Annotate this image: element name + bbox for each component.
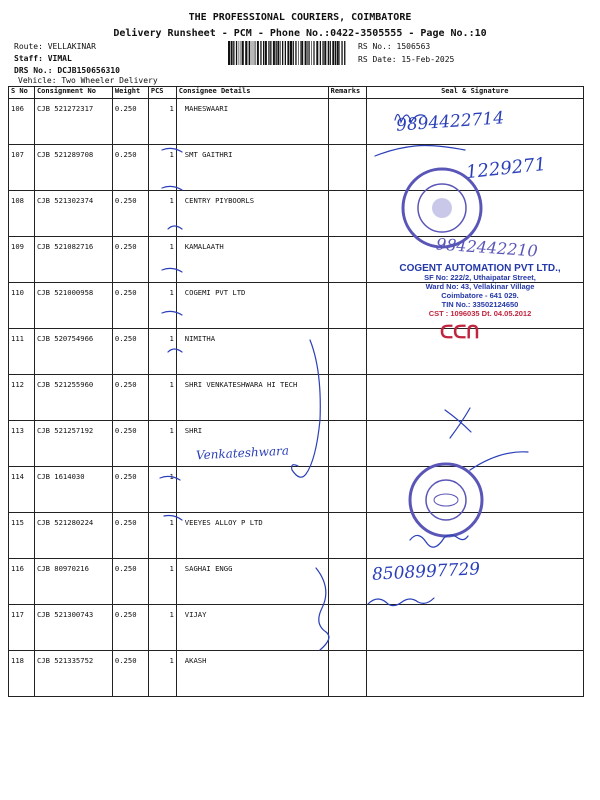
col-pcs: PCS <box>148 87 176 99</box>
stamp-line: TIN No.: 33502124650 <box>441 300 519 309</box>
row-pcs: 1 <box>148 375 176 421</box>
row-pcs: 1 <box>148 237 176 283</box>
stamp-cst: CST : 1096035 Dt. 04.05.2012 <box>428 309 532 318</box>
row-sno: 106 <box>9 99 35 145</box>
stamp-line: Coimbatore - 641 029. <box>441 291 519 300</box>
row-consignment: CJB 80970216 <box>34 559 112 605</box>
row-pcs: 1 <box>148 99 176 145</box>
row-weight: 0.250 <box>112 329 148 375</box>
row-consignment: CJB 521272317 <box>34 99 112 145</box>
row-sno: 110 <box>9 283 35 329</box>
route-label: Route: VELLAKINAR <box>14 42 96 51</box>
row-weight: 0.250 <box>112 283 148 329</box>
row-sno: 117 <box>9 605 35 651</box>
row-consignee: MAHESWAARI <box>176 99 328 145</box>
rs-date: RS Date: 15-Feb-2025 <box>358 55 455 64</box>
row-pcs: 1 <box>148 513 176 559</box>
row-sno: 118 <box>9 651 35 697</box>
handwritten-phone-109: 9842442210 <box>435 234 539 261</box>
row-consignment: CJB 521255960 <box>34 375 112 421</box>
row-sno: 113 <box>9 421 35 467</box>
handwritten-venkateshwara: Venkateshwara <box>195 443 290 463</box>
row-pcs: 1 <box>148 559 176 605</box>
row-consignment: CJB 520754966 <box>34 329 112 375</box>
row-consignment: CJB 521335752 <box>34 651 112 697</box>
row-consignment: CJB 521289708 <box>34 145 112 191</box>
row-sno: 109 <box>9 237 35 283</box>
staff-label: Staff: VIMAL <box>14 54 72 63</box>
vehicle-label: Vehicle: Two Wheeler Delivery <box>18 76 158 85</box>
row-consignment: CJB 521302374 <box>34 191 112 237</box>
runsheet-subtitle: Delivery Runsheet - PCM - Phone No.:0422-3505555 - Page No.:10 <box>113 28 487 39</box>
row-weight: 0.250 <box>112 191 148 237</box>
drs-label: DRS No.: DCJB150656310 <box>14 66 120 75</box>
row-pcs: 1 <box>148 467 176 513</box>
row-sno: 115 <box>9 513 35 559</box>
col-weight: Weight <box>112 87 148 99</box>
row-sno: 107 <box>9 145 35 191</box>
row-consignee: NIMITHA <box>176 329 328 375</box>
row-sno: 114 <box>9 467 35 513</box>
col-consignee: Consignee Details <box>176 87 328 99</box>
row-weight: 0.250 <box>112 605 148 651</box>
row-pcs: 1 <box>148 283 176 329</box>
row-weight: 0.250 <box>112 651 148 697</box>
row-weight: 0.250 <box>112 513 148 559</box>
row-weight: 0.250 <box>112 145 148 191</box>
row-sno: 112 <box>9 375 35 421</box>
row-pcs: 1 <box>148 421 176 467</box>
row-sno: 116 <box>9 559 35 605</box>
row-weight: 0.250 <box>112 375 148 421</box>
stamp-company-name: COGENT AUTOMATION PVT LTD., <box>399 263 561 274</box>
row-consignee: CENTRY PIYBOORLS <box>176 191 328 237</box>
row-consignment: CJB 521082716 <box>34 237 112 283</box>
row-consignee: SHRI VENKATESHWARA HI TECH <box>176 375 328 421</box>
row-consignee: VIJAY <box>176 605 328 651</box>
row-sno: 108 <box>9 191 35 237</box>
row-consignee: VEEYES ALLOY P LTD <box>176 513 328 559</box>
stamp-line: Ward No: 43, Vellakinar Village <box>425 282 535 291</box>
stamp-line: SF No: 222/2, Uthaipatar Street, <box>424 273 536 282</box>
row-consignee: AKASH <box>176 651 328 697</box>
row-weight: 0.250 <box>112 421 148 467</box>
row-sno: 111 <box>9 329 35 375</box>
row-consignment: CJB 521280224 <box>34 513 112 559</box>
row-pcs: 1 <box>148 191 176 237</box>
row-consignee: SMT GAITHRI <box>176 145 328 191</box>
handwritten-phone-107: 1229271 <box>465 153 548 184</box>
row-pcs: 1 <box>148 145 176 191</box>
row-consignment: CJB 521300743 <box>34 605 112 651</box>
row-consignment: CJB 521257192 <box>34 421 112 467</box>
row-weight: 0.250 <box>112 99 148 145</box>
row-pcs: 1 <box>148 605 176 651</box>
col-signature: Seal & Signature <box>366 87 583 99</box>
rs-number: RS No.: 1506563 <box>358 42 431 51</box>
row-consignment: CJB 1614030 <box>34 467 112 513</box>
col-consignment: Consignment No <box>34 87 112 99</box>
col-sno: S No <box>9 87 35 99</box>
row-weight: 0.250 <box>112 467 148 513</box>
row-pcs: 1 <box>148 329 176 375</box>
row-consignee: COGEMI PVT LTD <box>176 283 328 329</box>
row-consignee: SAGHAI ENGG <box>176 559 328 605</box>
handwritten-phone-106: 9894422714 <box>395 108 505 136</box>
handwritten-phone-117: 8508997729 <box>371 559 481 585</box>
red-initials-icon: ᑕᑕᑎ <box>440 322 480 342</box>
row-weight: 0.250 <box>112 237 148 283</box>
col-remarks: Remarks <box>328 87 366 99</box>
row-weight: 0.250 <box>112 559 148 605</box>
row-consignee: KAMALAATH <box>176 237 328 283</box>
row-pcs: 1 <box>148 651 176 697</box>
company-title: THE PROFESSIONAL COURIERS, COIMBATORE <box>188 12 412 23</box>
row-consignment: CJB 521000958 <box>34 283 112 329</box>
row-consignee: SHRI <box>176 421 328 467</box>
